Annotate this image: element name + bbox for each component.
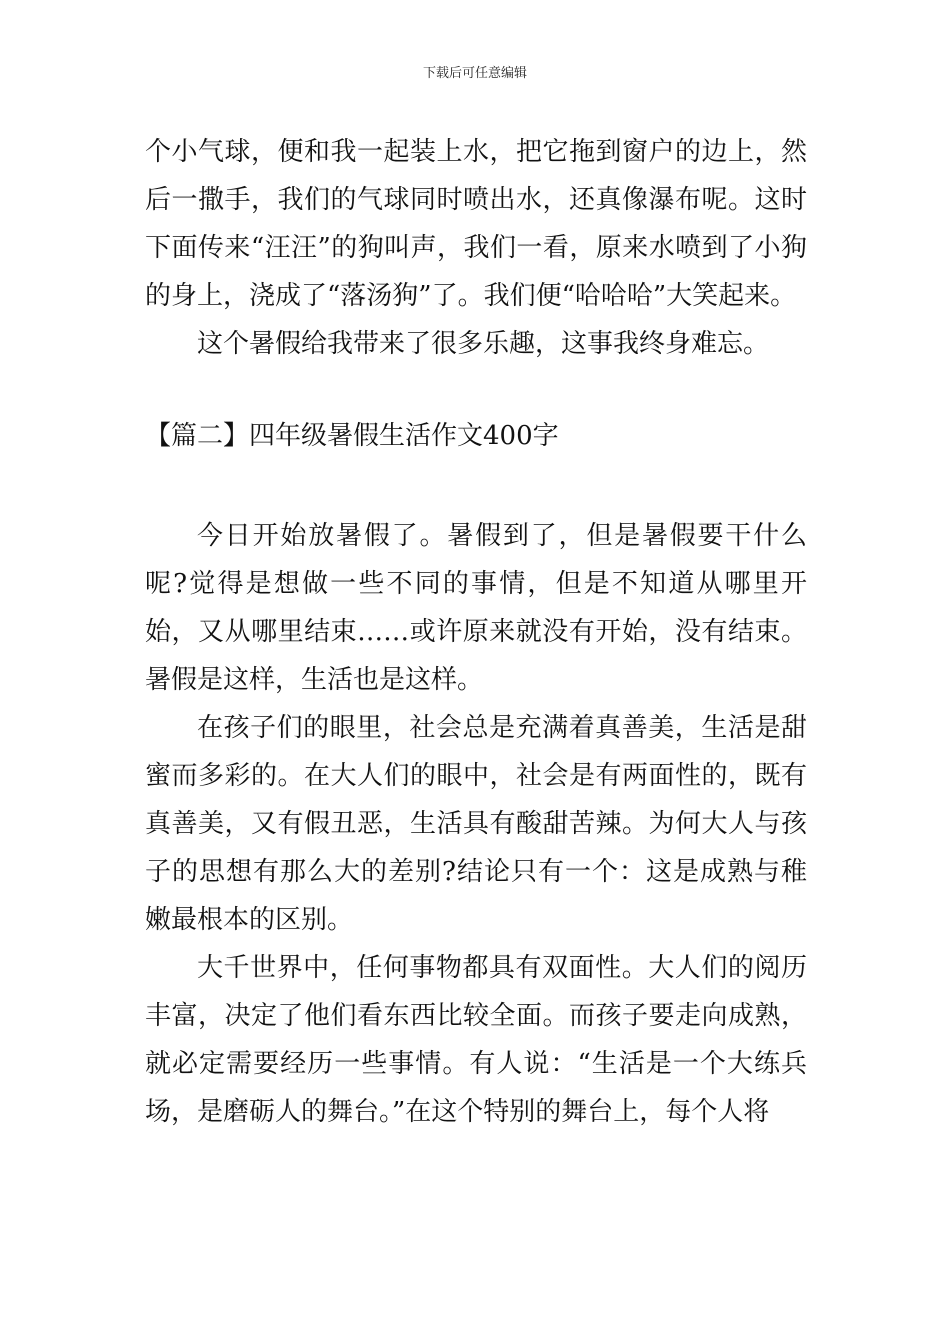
paragraph-continued: 个小气球，便和我一起装上水，把它拖到窗户的边上，然后一撒手，我们的气球同时喷出水，还真像瀑布呢。这时下面传来“汪汪”的狗叫声，我们一看，原来水喷到了小狗的身上，浇成了“落汤狗”了。我们便“哈哈哈”大笑起来。 xyxy=(145,137,807,311)
paragraph-world-duality: 大千世界中，任何事物都具有双面性。大人们的阅历丰富，决定了他们看东西比较全面。而孩子要走向成熟，就必定需要经历一些事情。有人说：“生活是一个大练兵场，是磨砺人的舞台。”在这个特别的舞台上，每个人将 xyxy=(145,953,807,1127)
paragraph-children-view: 在孩子们的眼里，社会总是充满着真善美，生活是甜蜜而多彩的。在大人们的眼中，社会是有两面性的，既有真善美，又有假丑恶，生活具有酸甜苦辣。为何大人与孩子的思想有那么大的差别?结论只有一个：这是成熟与稚嫩最根本的区别。 xyxy=(145,713,807,935)
spacer xyxy=(145,460,807,512)
paragraph-intro: 今日开始放暑假了。暑假到了，但是暑假要干什么呢?觉得是想做一些不同的事情，但是不知道从哪里开始，又从哪里结束……或许原来就没有开始，没有结束。暑假是这样，生活也是这样。 xyxy=(145,521,807,695)
paragraph-conclusion: 这个暑假给我带来了很多乐趣，这事我终身难忘。 xyxy=(197,329,770,359)
section-title: 【篇二】四年级暑假生活作文400字 xyxy=(145,421,559,451)
page-header-note: 下载后可任意编辑 xyxy=(422,66,527,81)
spacer xyxy=(145,368,807,412)
document-body xyxy=(145,128,807,1136)
